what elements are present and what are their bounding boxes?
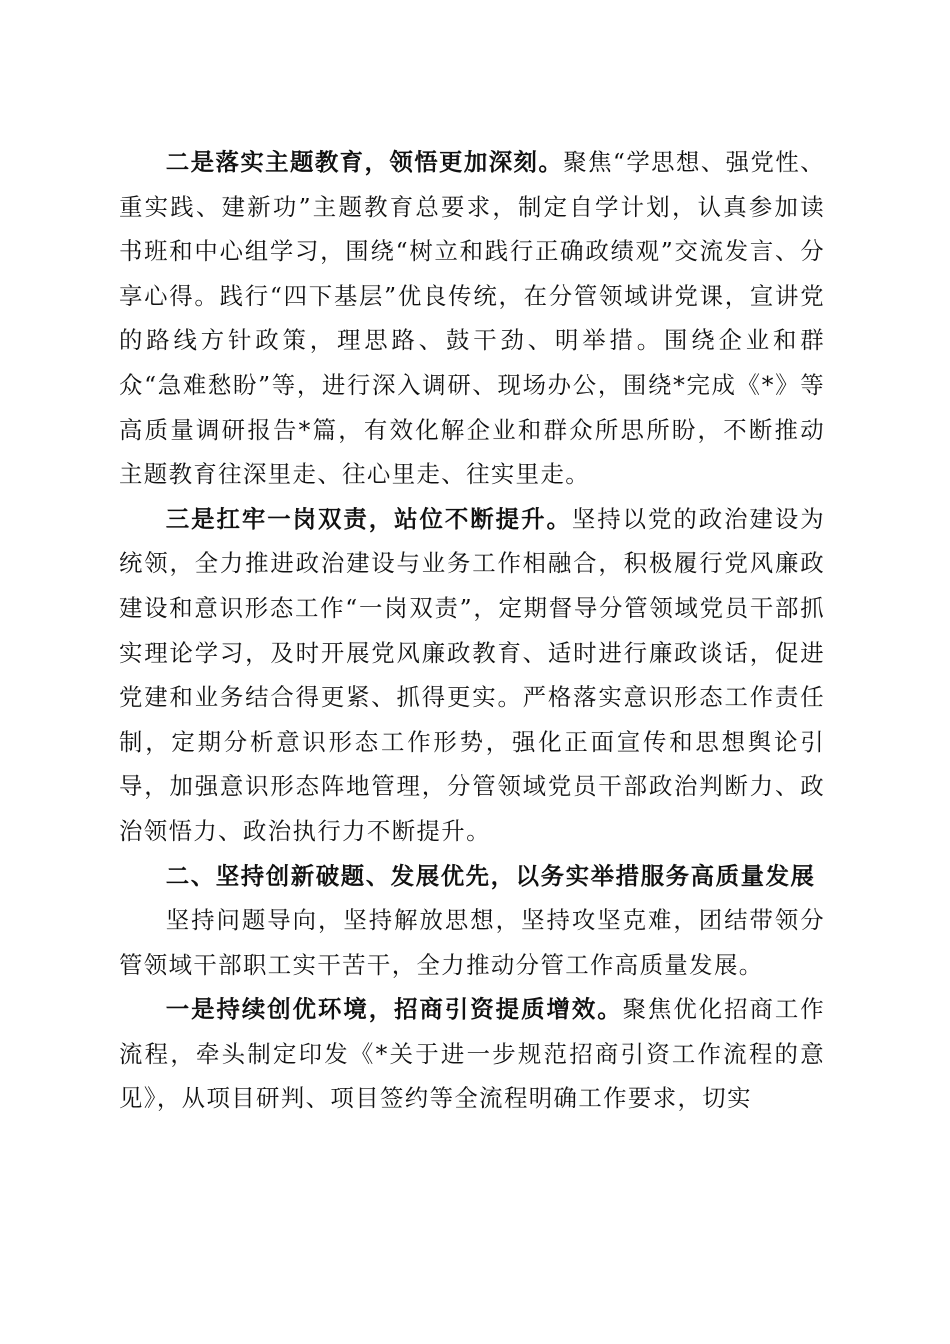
paragraph-lead: 一是持续创优环境，招商引资提质增效。 [165,995,623,1024]
paragraph-body: 坚持以党的政治建设为统领，全力推进政治建设与业务工作相融合，积极履行党风廉政建设和意识形态工作“一岗双责”，定期督导分管领域党员干部抓实理论学习，及时开展党风廉政教育、适时进行廉政谈话，促进党建和业务结合得更紧、抓得更实。严格落实意识形态工作责任制，定期分析意识形态工作形势，强化正面宣传和思想舆论引导，加强意识形态阵地管理，分管领域党员干部政治判断力、政治领悟力、政治执行力不断提升。 [119,504,826,845]
paragraph-body: 聚焦优化招商工作流程，牵头制定印发《*关于进一步规范招商引资工作流程的意见》，从项目研判、项目签约等全流程明确工作要求，切实 [119,995,826,1113]
document-page [119,140,825,1121]
section-intro: 坚持问题导向，坚持解放思想，坚持攻坚克难，团结带领分管领域干部职工实干苦干，全力推动分管工作高质量发展。 [119,906,825,979]
paragraph-lead: 二是落实主题教育，领悟更加深刻。 [165,148,564,176]
section-heading: 二、坚持创新破题、发展优先，以务实举措服务高质量发展 [165,861,816,890]
paragraph-one-post-two-duties [119,497,825,854]
paragraph-theme-education [119,140,825,497]
paragraph-body: 聚焦“学思想、强党性、重实践、建新功”主题教育总要求，制定自学计划，认真参加读书班和中心组学习，围绕“树立和践行正确政绩观”交流发言、分享心得。践行“四下基层”优良传统，在分管领域讲党课，宣讲党的路线方针政策，理思路、鼓干劲、明举措。围绕企业和群众“急难愁盼”等，进行深入调研、现场办公，围绕*完成《*》等高质量调研报告*篇，有效化解企业和群众所思所盼，不断推动主题教育往深里走、往心里走、往实里走。 [119,148,825,489]
paragraph-lead: 三是扛牢一岗双责，站位不断提升。 [165,504,572,533]
paragraph-investment-environment [119,987,825,1121]
